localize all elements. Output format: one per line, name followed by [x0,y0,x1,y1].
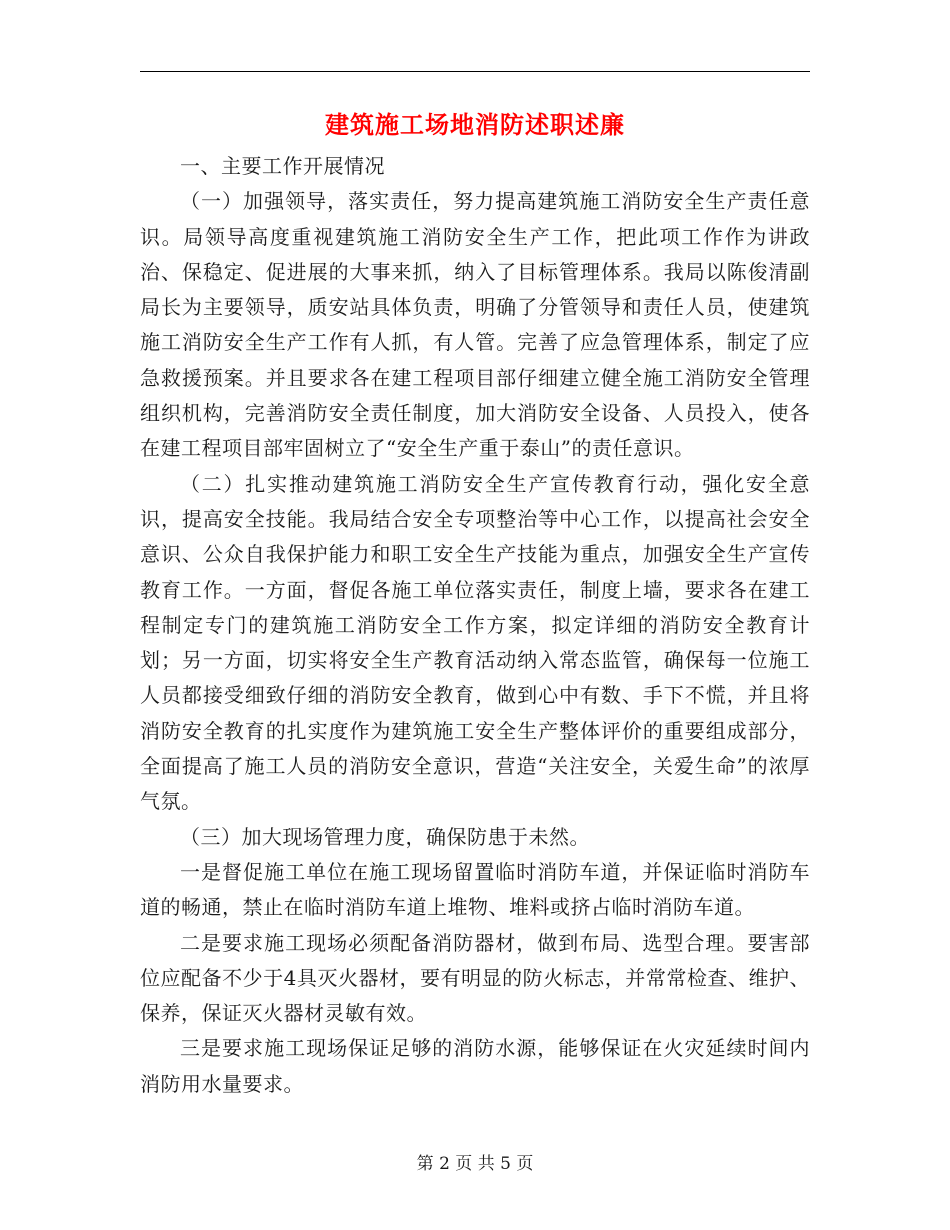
document-body [140,149,810,1102]
paragraph-fire-lane: 一是督促施工单位在施工现场留置临时消防车道，并保证临时消防车道的畅通，禁止在临时消防车道上堆物、堆料或挤占临时消防车道。 [140,859,810,920]
section-heading: 一、主要工作开展情况 [180,154,385,178]
paragraph-water-source: 三是要求施工现场保证足够的消防水源，能够保证在火灾延续时间内消防用水量要求。 [140,1036,810,1096]
page-number: 第 2 页 共 5 页 [416,1154,534,1174]
paragraph-education: （二）扎实推动建筑施工消防安全生产宣传教育行动，强化安全意识，提高安全技能。我局结合安全专项整治等中心工作，以提高社会安全意识、公众自我保护能力和职工安全生产技能为重点，加强安全生产宣传教育工作。一方面，督促各施工单位落实责任，制度上墙，要求各在建工程制定专门的建筑施工消防安全工作方案，拟定详细的消防安全教育计划；另一方面，切实将安全生产教育活动纳入常态监管，确保每一位施工人员都接受细致仔细的消防安全教育，做到心中有数、手下不慌，并且将消防安全教育的扎实度作为建筑施工安全生产整体评价的重要组成部分，全面提高了施工人员的消防安全意识，营造“关注安全，关爱生命”的浓厚气氛。 [140,471,810,814]
document-title: 建筑施工场地消防述职述廉 [325,110,625,139]
paragraph-fire-equipment: 二是要求施工现场必须配备消防器材，做到布局、选型合理。要害部位应配备不少于4具灭火器材，要有明显的防火标志，并常常检查、维护、保养，保证灭火器材灵敏有效。 [140,930,810,1026]
paragraph-site-management: （三）加大现场管理力度，确保防患于未然。 [180,824,590,849]
header-rule [140,71,810,72]
paragraph-leadership: （一）加强领导，落实责任，努力提高建筑施工消防安全生产责任意识。局领导高度重视建筑施工消防安全生产工作，把此项工作作为讲政治、保稳定、促进展的大事来抓，纳入了目标管理体系。我局以陈俊清副局长为主要领导，质安站具体负责，明确了分管领导和责任人员，使建筑施工消防安全生产工作有人抓，有人管。完善了应急管理体系，制定了应急救援预案。并且要求各在建工程项目部仔细建立健全施工消防安全管理组织机构，完善消防安全责任制度，加大消防安全设备、人员投入，使各在建工程项目部牢固树立了“安全生产重于泰山”的责任意识。 [140,189,810,461]
